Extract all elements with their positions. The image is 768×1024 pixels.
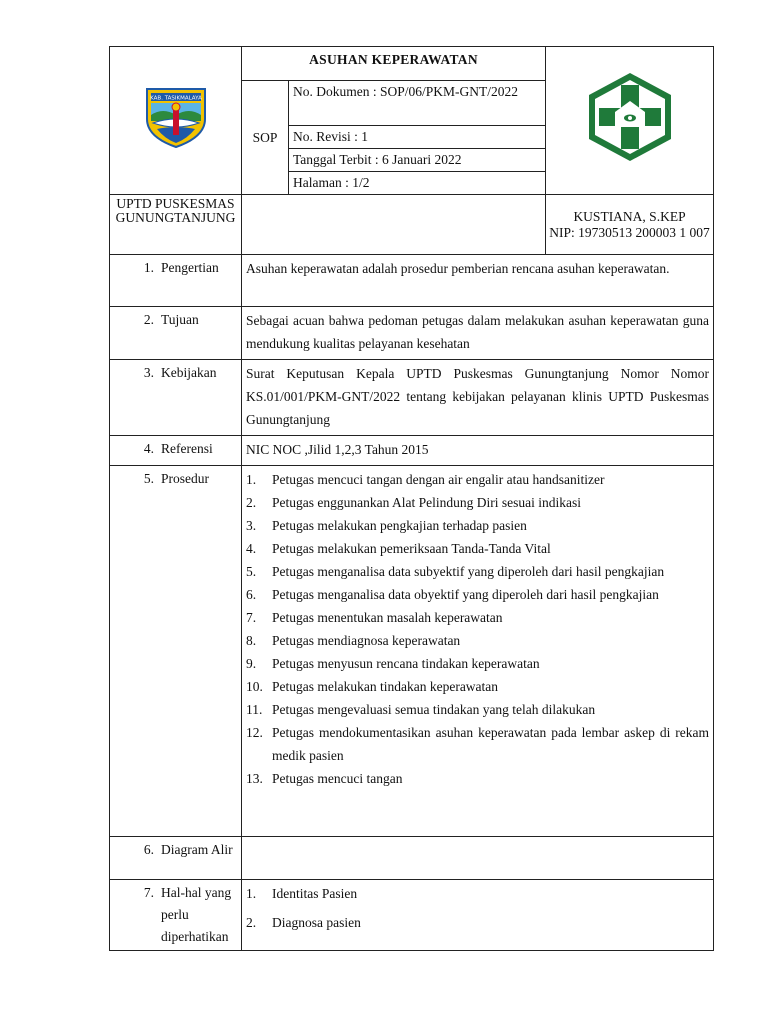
prosedur-step: [246, 767, 709, 790]
prosedur-step-number: 11.: [246, 702, 263, 717]
hal-item-text: Diagnosa pasien: [272, 915, 361, 930]
section-content-referensi: NIC NOC ,Jilid 1,2,3 Tahun 2015: [242, 436, 714, 466]
prosedur-step: [246, 675, 709, 698]
section-label-kebijakan: 3. Kebijakan: [110, 360, 242, 436]
prosedur-step-number: 2.: [246, 495, 257, 510]
section-label-tujuan: 2. Tujuan: [110, 307, 242, 360]
prosedur-step-number: 4.: [246, 541, 257, 556]
prosedur-step-text: Petugas menyusun rencana tindakan keperawatan: [272, 656, 540, 671]
signer-nip: NIP: 19730513 200003 1 007: [549, 224, 710, 240]
prosedur-step: [246, 721, 709, 767]
puskesmas-logo-cell: [546, 47, 714, 195]
prosedur-step-text: Petugas mencuci tangan: [272, 771, 403, 786]
prosedur-step-text: Petugas menganalisa data obyektif yang diperoleh dari hasil pengkajian: [272, 587, 659, 602]
section-content-diagram-alir: [242, 837, 714, 880]
prosedur-step-text: Petugas melakukan tindakan keperawatan: [272, 679, 499, 694]
uptd-name: UPTD PUSKESMAS GUNUNGTANJUNG: [110, 195, 242, 255]
prosedur-step-number: 6.: [246, 587, 257, 602]
document-title: ASUHAN KEPERAWATAN: [242, 47, 546, 81]
regency-emblem-icon: [143, 85, 209, 149]
prosedur-step: [246, 468, 709, 491]
prosedur-step-number: 5.: [246, 564, 257, 579]
prosedur-step: [246, 629, 709, 652]
sop-label: SOP: [242, 81, 289, 195]
signer-block: [546, 195, 714, 255]
prosedur-step: [246, 560, 709, 583]
prosedur-step-number: 3.: [246, 518, 257, 533]
page-number: Halaman : 1/2: [289, 172, 546, 195]
hal-item-number: 2.: [246, 915, 257, 930]
prosedur-step-text: Petugas enggunankan Alat Pelindung Diri sesuai indikasi: [272, 495, 581, 510]
prosedur-step-number: 9.: [246, 656, 257, 671]
signer-name: KUSTIANA, S.KEP: [573, 208, 686, 224]
regency-logo-cell: [110, 47, 242, 195]
section-label-hal-hal: 7. Hal-hal yang perlu diperhatikan: [110, 880, 242, 951]
puskesmas-cross-icon: [585, 71, 675, 163]
prosedur-step-text: Petugas menentukan masalah keperawatan: [272, 610, 503, 625]
hal-item: [246, 882, 709, 905]
hal-item: [246, 911, 709, 934]
prosedur-step-number: 7.: [246, 610, 257, 625]
prosedur-step-text: Petugas mencuci tangan dengan air engalir atau handsanitizer: [272, 472, 605, 487]
hal-item-number: 1.: [246, 886, 257, 901]
document-number: No. Dokumen : SOP/06/PKM-GNT/2022: [289, 81, 546, 126]
section-content-kebijakan: Surat Keputusan Kepala UPTD Puskesmas Gunungtanjung Nomor Nomor KS.01/001/PKM-GNT/2022 tentang kebijakan pelayanan klinis UPTD Puskesmas Gunungtanjung: [242, 360, 714, 436]
section-content-tujuan: Sebagai acuan bahwa pedoman petugas dalam melakukan asuhan keperawatan guna mendukung kualitas pelayanan kesehatan: [242, 307, 714, 360]
prosedur-step: [246, 537, 709, 560]
section-content-prosedur: [242, 466, 714, 837]
prosedur-step-text: Petugas mendokumentasikan asuhan keperawatan pada lembar askep di rekam medik pasien: [272, 725, 710, 763]
revision-number: No. Revisi : 1: [289, 126, 546, 149]
sop-table: [109, 46, 714, 951]
prosedur-step: [246, 583, 709, 606]
hal-item-text: Identitas Pasien: [272, 886, 358, 901]
hal-hal-list: [246, 882, 709, 934]
prosedur-step-number: 1.: [246, 472, 257, 487]
section-label-diagram-alir: 6. Diagram Alir: [110, 837, 242, 880]
section-content-pengertian: Asuhan keperawatan adalah prosedur pemberian rencana asuhan keperawatan.: [242, 255, 714, 307]
prosedur-step-text: Petugas melakukan pemeriksaan Tanda-Tanda Vital: [272, 541, 551, 556]
prosedur-step-text: Petugas menganalisa data subyektif yang diperoleh dari hasil pengkajian: [272, 564, 665, 579]
prosedur-step: [246, 514, 709, 537]
emblem-lettering: KAB. TASIKMALAYA: [149, 95, 202, 102]
prosedur-step-number: 10.: [246, 679, 263, 694]
prosedur-step-text: Petugas melakukan pengkajian terhadap pasien: [272, 518, 527, 533]
prosedur-step-number: 8.: [246, 633, 257, 648]
prosedur-step-text: Petugas mendiagnosa keperawatan: [272, 633, 461, 648]
section-label-referensi: 4. Referensi: [110, 436, 242, 466]
issue-date: Tanggal Terbit : 6 Januari 2022: [289, 149, 546, 172]
section-content-hal-hal: [242, 880, 714, 951]
blank-cell: [242, 195, 546, 255]
prosedur-step-text: Petugas mengevaluasi semua tindakan yang telah dilakukan: [272, 702, 596, 717]
section-label-prosedur: 5. Prosedur: [110, 466, 242, 837]
prosedur-step: [246, 491, 709, 514]
prosedur-list: [246, 468, 709, 790]
prosedur-step-number: 13.: [246, 771, 263, 786]
section-label-pengertian: 1. Pengertian: [110, 255, 242, 307]
prosedur-step: [246, 606, 709, 629]
prosedur-step: [246, 698, 709, 721]
prosedur-step: [246, 652, 709, 675]
prosedur-step-number: 12.: [246, 725, 263, 740]
